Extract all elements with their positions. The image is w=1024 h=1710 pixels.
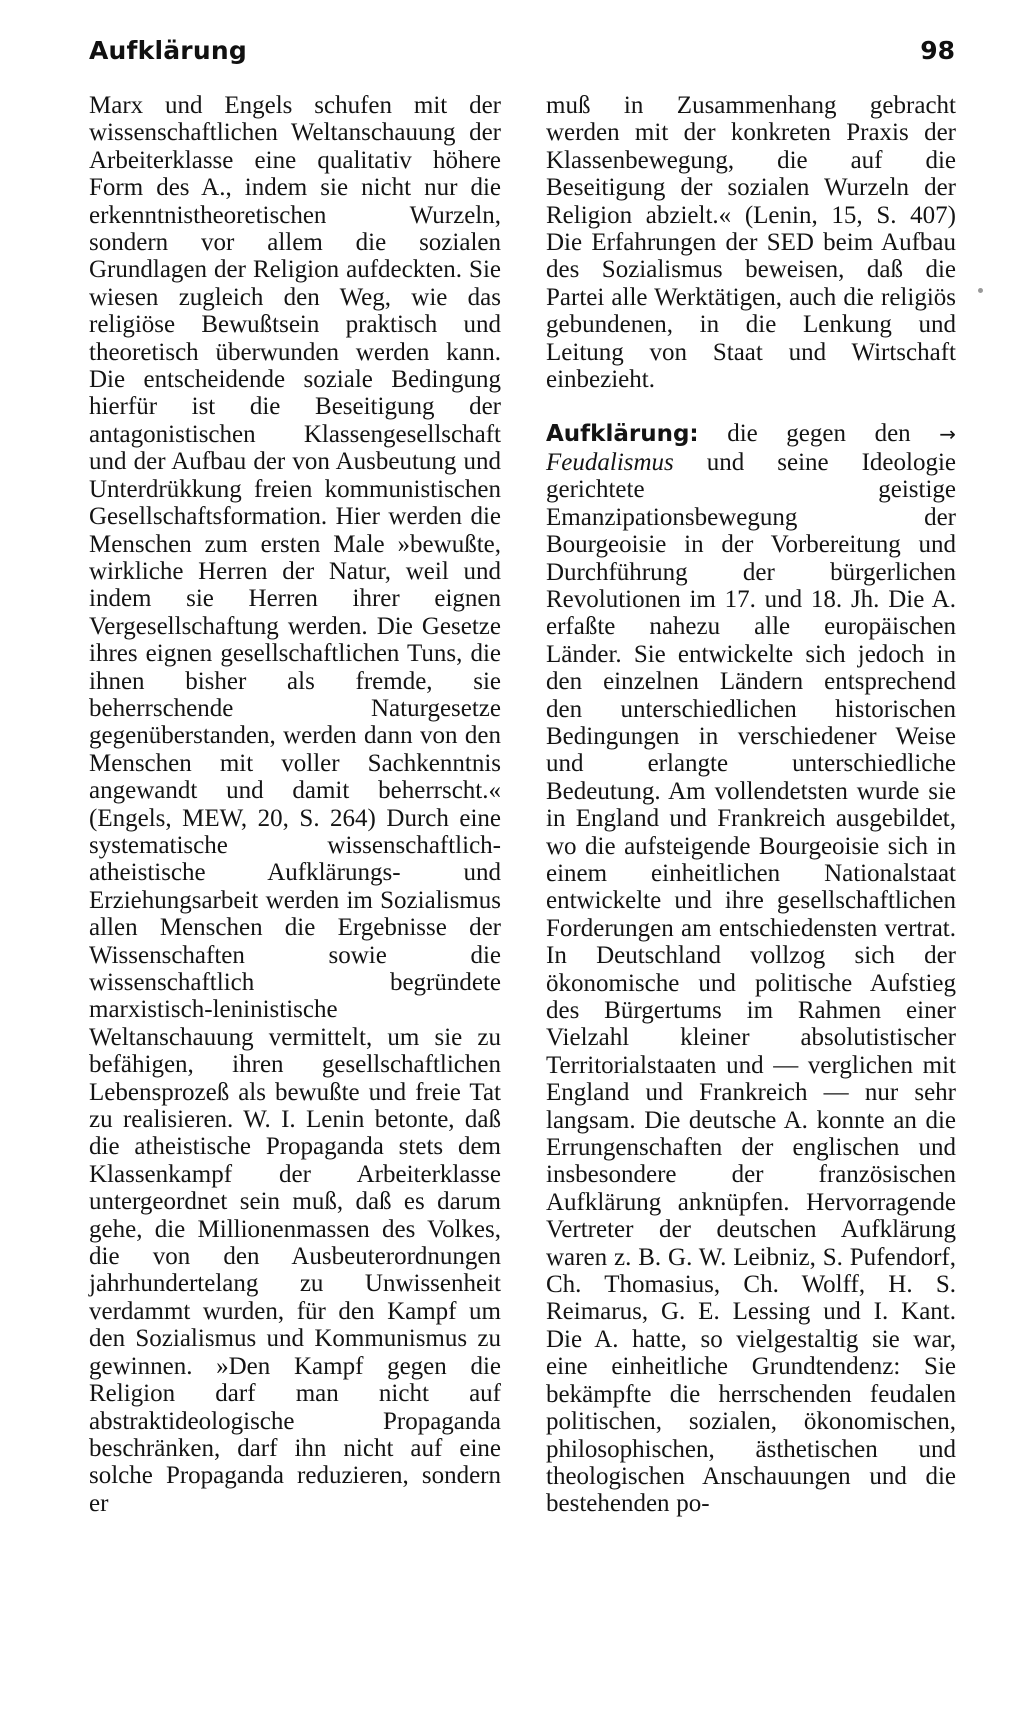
entry-intro: die gegen den [698,420,940,448]
cross-reference-arrow-icon: → [939,422,956,447]
page-number: 98 [920,36,955,65]
entry-headword: Aufklärung: [546,421,699,448]
right-column-continuation: muß in Zusammenhang gebracht werden mit der konkreten Praxis der Klassenbewegung, die auf die Beseitigung der sozialen Wurzeln der Religion abzielt.« (Lenin, 15, S. 407) Die Erfahrungen der SED beim Aufbau des Sozialismus beweisen, daß die Partei alle Werktätigen, auch die religiös gebundenen, in die Lenkung und Leitung von Staat und Wirtschaft einbezieht. [546,92,956,394]
dictionary-entry [546,420,956,1517]
right-column [546,92,956,1518]
cross-reference-link[interactable]: Feudalismus [546,448,674,476]
left-column-text: Marx und Engels schufen mit der wissenschaftlichen Weltanschauung der Arbeiterklasse eine qualitativ höhere Form des A., indem sie nicht nur die erkenntnistheoretischen Wurzeln, sondern vor allem die sozialen Grundlagen der Religion aufdeckten. Sie wiesen zugleich den Weg, wie das religiöse Bewußtsein praktisch und theoretisch überwunden werden kann. Die entscheidende soziale Bedingung hierfür ist die Beseitigung der antagonistischen Klassengesellschaft und der Aufbau der von Ausbeutung und Unterdrükkung freien kommunistischen Gesellschaftsformation. Hier werden die Menschen zum ersten Male »bewußte, wirkliche Herren der Natur, weil und indem sie Herren ihrer eignen Vergesellschaftung werden. Die Gesetze ihres eignen gesellschaftlichen Tuns, die ihnen bisher als fremde, sie beherrschende Naturgesetze gegenüberstanden, werden dann von den Menschen mit voller Sachkenntnis angewandt und damit beherrscht.« (Engels, MEW, 20, S. 264) Durch eine systematische wissenschaftlich-atheistische Aufklärungs- und Erziehungsarbeit werden im Sozialismus allen Menschen die Ergebnisse der Wissenschaften sowie die wissenschaftlich begründete marxistisch-leninistische Weltanschauung vermittelt, um sie zu befähigen, ihren gesellschaftlichen Lebensprozeß als bewußte und freie Tat zu realisieren. W. I. Lenin betonte, daß die atheistische Propaganda stets dem Klassenkampf der Arbeiterklasse untergeordnet sein muß, daß es darum gehe, die Millionenmassen des Volkes, die von den Ausbeuterordnungen jahrhundertelang zu Unwissenheit verdammt wurden, für den Kampf um den Sozialismus und Kommunismus zu gewinnen. »Den Kampf gegen die Religion darf man nicht auf abstraktideologische Propaganda beschränken, darf ihn nicht auf eine solche Propaganda reduzieren, sondern er [89,92,501,1517]
left-column [89,92,501,1517]
running-head: Aufklärung [89,36,247,65]
entry-body: und seine Ideologie gerichtete geistige Emanzipationsbewegung der Bourgeoisie in der Vorbereitung und Durchführung der bürgerlichen Revolutionen im 17. und 18. Jh. Die A. erfaßte nahezu alle europäischen Länder. Sie entwickelte sich jedoch in den einzelnen Ländern entsprechend den unterschiedlichen historischen Bedingungen in verschiedener Weise und erlangte unterschiedliche Bedeutung. Am vollendetsten wurde sie in England und Frankreich ausgebildet, wo die aufsteigende Bourgeoisie sich in einem einheitlichen Nationalstaat entwickelte und ihre gesellschaftlichen Forderungen am entschiedensten vertrat. In Deutschland vollzog sich der ökonomische und politische Aufstieg des Bürgertums im Rahmen einer Vielzahl kleiner absolutistischer Territorialstaaten und — verglichen mit England und Frankreich — nur sehr langsam. Die deutsche A. konnte an die Errungenschaften der englischen und insbesondere der französischen Aufklärung anknüpfen. Hervorragende Vertreter der deutschen Aufklärung waren z. B. G. W. Leibniz, S. Pufendorf, Ch. Thomasius, Ch. Wolff, H. S. Reimarus, G. E. Lessing und I. Kant. Die A. hatte, so vielgestaltig sie war, eine einheitliche Grundtendenz: Sie bekämpfte die herrschenden feudalen politischen, sozialen, ökonomischen, philosophischen, ästhetischen und theologischen Anschauungen und die bestehenden po- [546,448,956,1518]
scan-speck [978,288,983,293]
